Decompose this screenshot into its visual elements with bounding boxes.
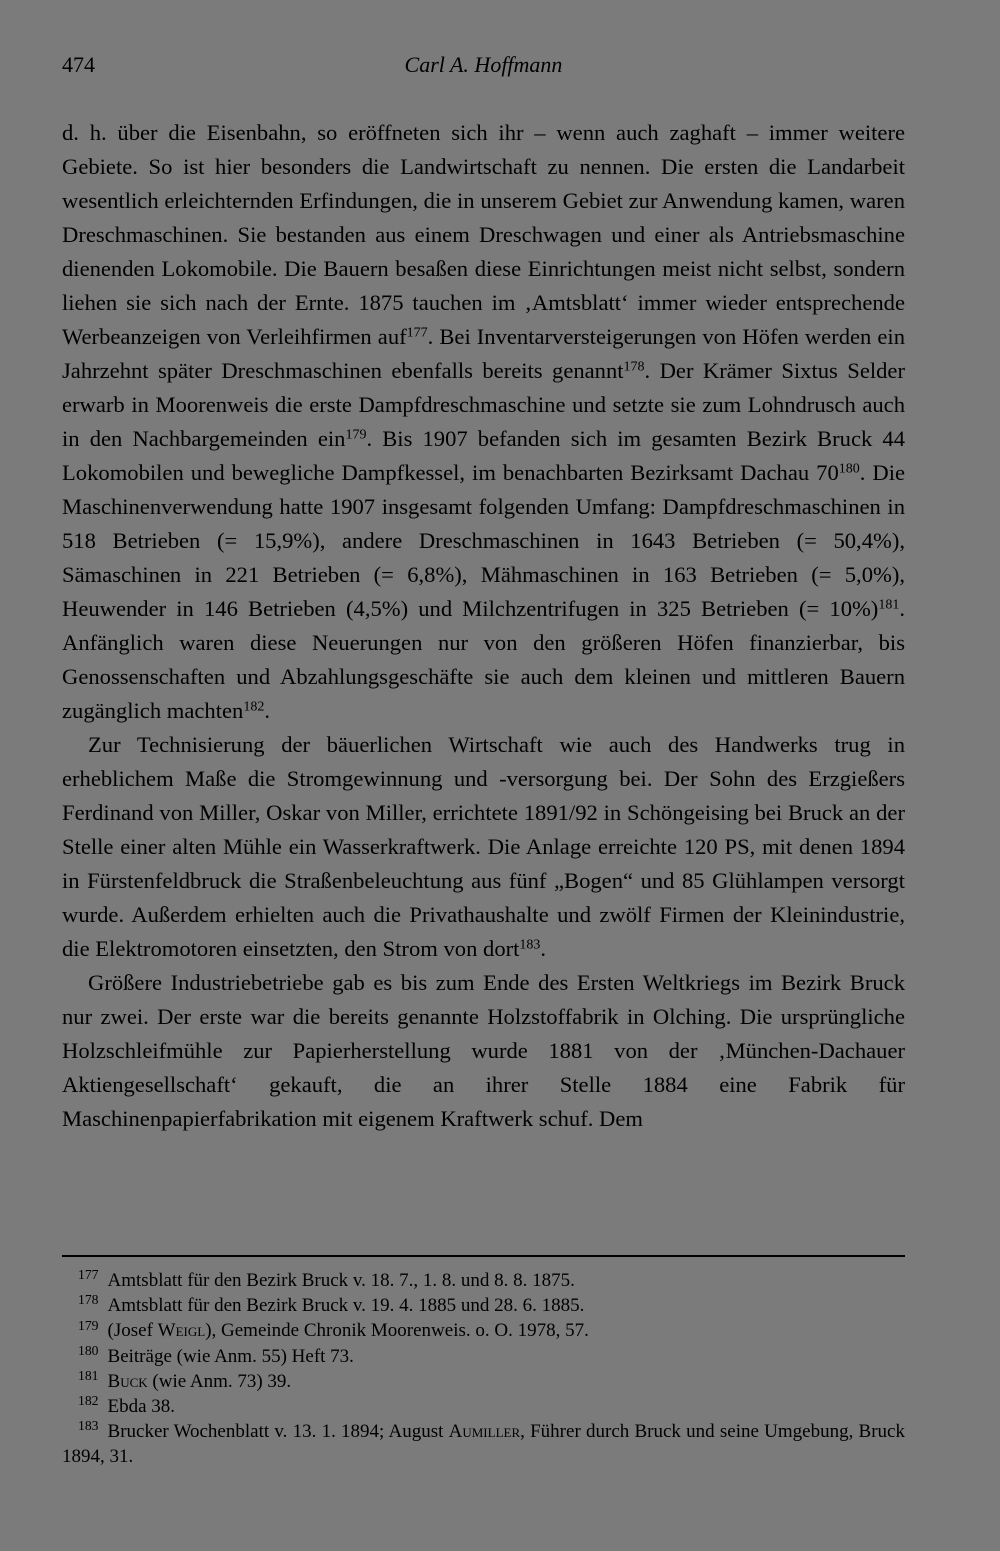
- running-head: Carl A. Hoffmann: [404, 52, 563, 77]
- footnote-text: Amtsblatt für den Bezirk Bruck v. 19. 4. 1885 und 28. 6. 1885.: [107, 1295, 585, 1317]
- footnote-text: (Josef: [107, 1320, 158, 1342]
- footnote: [62, 1344, 905, 1369]
- footnote-ref: 177: [406, 325, 428, 341]
- footnote-text: Brucker Wochenblatt v. 13. 1. 1894; August: [107, 1421, 449, 1443]
- footnote-divider: [62, 1255, 905, 1257]
- paragraph-3: [62, 966, 905, 1136]
- footnote-number: 179: [78, 1317, 99, 1333]
- paragraph-1: [62, 116, 905, 728]
- paragraph-text: Zur Technisierung der bäuerlichen Wirtschaft wie auch des Handwerks trug in erheblichem Maße die Stromgewinnung und -versorgung bei. Der Sohn des Erzgießers Ferdinand von Miller, Oskar von Miller, errichtete 1891/92 in Schöngeising bei Bruck an der Stelle einer alten Mühle ein Wasserkraftwerk. Die Anlage erreichte 120 PS, mit denen 1894 in Fürstenfeldbruck die Straßenbeleuchtung aus fünf „Bogen“ und 85 Glühlampen versorgt wurde. Außerdem erhielten auch die Privathaushalte und zwölf Firmen der Kleinindustrie, die Elektromotoren einsetzten, den Strom von dort: [62, 732, 905, 961]
- footnotes: [62, 1268, 905, 1470]
- paragraph-text: . Die Maschinenverwendung hatte 1907 insgesamt folgenden Umfang: Dampfdreschmaschinen in 518 Betrieben (= 15,9%), andere Dreschmaschinen in 1643 Betrieben (= 50,4%), Sämaschinen in 221 Betrieben (= 6,8%), Mähmaschinen in 163 Betrieben (= 5,0%), Heuwender in 146 Betrieben (4,5%) und Milchzentrifugen in 325 Betrieben (= 10%): [62, 460, 906, 621]
- footnote-ref: 180: [838, 461, 860, 477]
- footnote-text: Beiträge (wie Anm. 55) Heft 73.: [107, 1345, 354, 1367]
- body-text: [62, 116, 905, 1136]
- footnote-text: (wie Anm. 73) 39.: [147, 1370, 292, 1392]
- footnote: [62, 1293, 905, 1318]
- footnote-number: 182: [78, 1393, 99, 1409]
- footnote-number: 178: [78, 1292, 99, 1308]
- footnote-text: Ebda 38.: [107, 1396, 176, 1418]
- paragraph-text: d. h. über die Eisenbahn, so eröffneten sich ihr – wenn auch zaghaft – immer weitere Gebiete. So ist hier besonders die Landwirtschaft zu nennen. Die ersten die Landarbeit wesentlich erleichternden Erfindungen, die in unserem Gebiet zur Anwendung kamen, waren Dreschmaschinen. Sie bestanden aus einem Dreschwagen und einer als Antriebsmaschine dienenden Lokomobile. Die Bauern besaßen diese Einrichtungen meist nicht selbst, sondern liehen sie sich nach der Ernte. 1875 tauchen im ‚Amtsblatt‘ immer wieder entsprechende Werbeanzeigen von Verleihfirmen auf: [62, 120, 905, 349]
- author-name: Aumiller: [448, 1421, 521, 1443]
- paragraph-text: . Der Krämer Sixtus Selder erwarb in Moorenweis die erste Dampfdreschmaschine und setzte sie zum Lohndrusch auch in den Nachbargemeinden ein: [62, 358, 905, 451]
- paragraph-text: . Bei Inventarversteigerungen von Höfen werden ein Jahrzehnt später Dreschmaschinen ebenfalls bereits genannt: [62, 324, 905, 383]
- paragraph-text: . Anfänglich waren diese Neuerungen nur von den größeren Höfen finanzierbar, bis Genossenschaften und Abzahlungsgeschäfte sie auch dem kleinen und mittleren Bauern zugänglich machten: [62, 596, 905, 723]
- footnote-ref: 181: [878, 597, 900, 613]
- author-name: Weigl: [157, 1320, 206, 1342]
- footnote-text: , Führer durch Bruck und seine Umgebung, Bruck 1894, 31.: [62, 1421, 905, 1468]
- paragraph-text: Größere Industriebetriebe gab es bis zum Ende des Ersten Weltkriegs im Bezirk Bruck nur zwei. Der erste war die bereits genannte Holzstoffabrik in Olching. Die ursprüngliche Holzschleifmühle zur Papierherstellung wurde 1881 von der ‚München-Dachauer Aktiengesellschaft‘ gekauft, die an ihrer Stelle 1884 eine Fabrik für Maschinenpapierfabrikation mit eigenem Kraftwerk schuf. Dem: [62, 970, 905, 1131]
- footnote: [62, 1268, 905, 1293]
- paragraph-text: .: [264, 698, 270, 723]
- footnote: [62, 1318, 905, 1343]
- footnote: [62, 1369, 905, 1394]
- paragraph-text: . Bis 1907 befanden sich im gesamten Bezirk Bruck 44 Lokomobilen und bewegliche Dampfkessel, im benachbarten Bezirksamt Dachau 70: [62, 426, 905, 485]
- footnote: [62, 1394, 905, 1419]
- page-header: [62, 52, 905, 84]
- footnote: [62, 1419, 905, 1469]
- footnote-text: ), Gemeinde Chronik Moorenweis. o. O. 1978, 57.: [205, 1320, 589, 1342]
- footnote-number: 181: [78, 1367, 99, 1383]
- author-name: Buck: [107, 1370, 148, 1392]
- footnote-ref: 182: [243, 699, 265, 715]
- paragraph-2: [62, 728, 905, 966]
- footnote-ref: 178: [623, 359, 645, 375]
- paragraph-text: .: [540, 936, 547, 961]
- footnote-text: Amtsblatt für den Bezirk Bruck v. 18. 7., 1. 8. und 8. 8. 1875.: [107, 1270, 575, 1291]
- footnote-number: 183: [78, 1418, 99, 1434]
- footnote-ref: 183: [519, 937, 541, 953]
- footnote-number: 177: [78, 1267, 99, 1283]
- footnote-number: 180: [78, 1342, 99, 1358]
- footnote-ref: 179: [345, 427, 367, 443]
- page-number: 474: [62, 52, 95, 77]
